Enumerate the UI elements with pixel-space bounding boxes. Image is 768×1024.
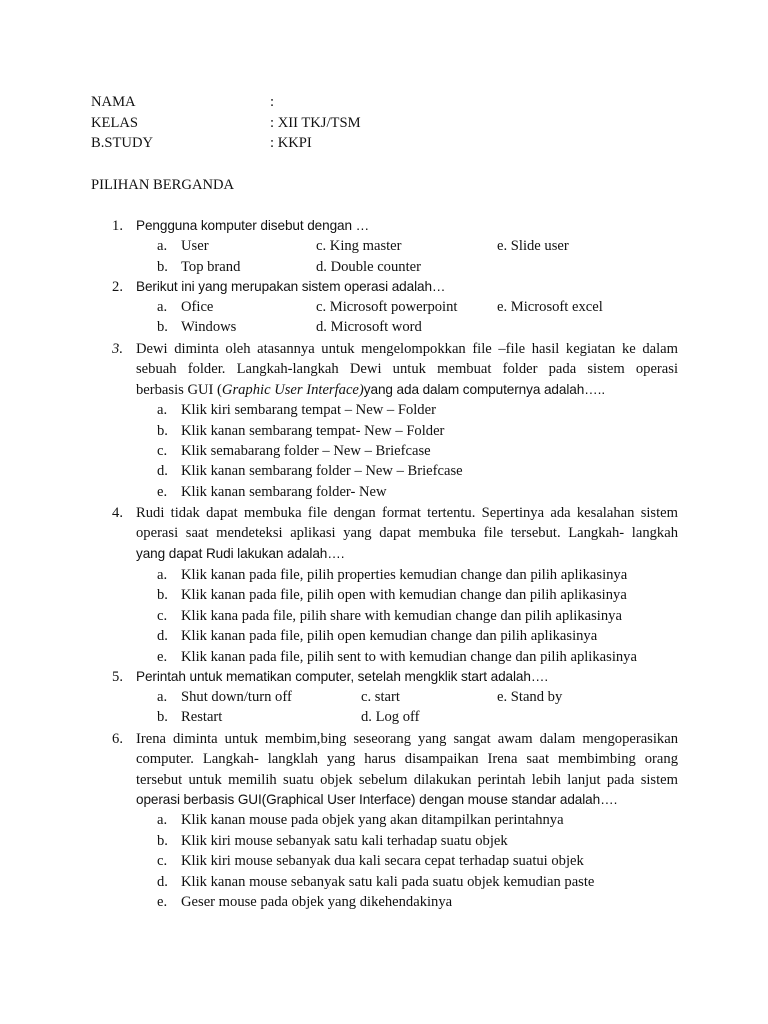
- option-letter: b.: [157, 833, 168, 849]
- question-number: 5.: [112, 669, 123, 685]
- option-text: e. Microsoft excel: [497, 299, 603, 315]
- question-text-line: computer. Langkah- langklah yang harus disampaikan Irena saat membimbing orang: [136, 751, 678, 767]
- option-letter: e.: [157, 894, 168, 910]
- option-text: c. start: [361, 689, 400, 705]
- option-text: Klik semabarang folder – New – Briefcase: [181, 443, 431, 459]
- question-text-line: Irena diminta untuk membim,bing seseorang yang sangat awam dalam mengoperasikan: [136, 731, 678, 747]
- option-text: d. Log off: [361, 709, 420, 725]
- option-text: Top brand: [181, 259, 241, 275]
- question-text-line: yang dapat Rudi lakukan adalah….: [136, 546, 345, 561]
- option-letter: a.: [157, 567, 168, 583]
- question-number: 6.: [112, 731, 123, 747]
- header-value-nama: :: [270, 94, 275, 110]
- option-letter: a.: [157, 402, 168, 418]
- option-text: Geser mouse pada objek yang dikehendakinya: [181, 894, 453, 910]
- option-letter: b.: [157, 709, 168, 725]
- option-text: c. King master: [316, 238, 402, 254]
- option-text: Klik kanan pada file, pilih sent to with kemudian change dan pilih aplikasinya: [181, 649, 637, 665]
- option-text: d. Microsoft word: [316, 319, 422, 335]
- question-text-line: sebuah folder. Langkah-langkah Dewi untuk membuat folder pada sistem operasi: [136, 361, 678, 377]
- option-text: c. Microsoft powerpoint: [316, 299, 458, 315]
- option-text: Klik kanan sembarang folder – New – Briefcase: [181, 463, 463, 479]
- question-text-line: Rudi tidak dapat membuka file dengan format tertentu. Sepertinya ada kesalahan sistem: [136, 505, 678, 521]
- question-number: 1.: [112, 218, 123, 234]
- question-text: Berikut ini yang merupakan sistem operasi adalah…: [136, 279, 446, 294]
- option-letter: c.: [157, 853, 168, 869]
- option-letter: d.: [157, 628, 168, 644]
- option-text: Klik kanan pada file, pilih open with kemudian change dan pilih aplikasinya: [181, 587, 627, 603]
- option-text: Windows: [181, 319, 237, 335]
- question-number: 2.: [112, 279, 123, 295]
- option-text: Ofice: [181, 299, 214, 315]
- option-text: d. Double counter: [316, 259, 421, 275]
- option-letter: a.: [157, 299, 168, 315]
- option-text: Shut down/turn off: [181, 689, 292, 705]
- option-letter: a.: [157, 238, 168, 254]
- question-number: 3.: [112, 341, 123, 357]
- option-letter: c.: [157, 443, 168, 459]
- header-value-study: : KKPI: [270, 135, 312, 151]
- option-text: e. Stand by: [497, 689, 563, 705]
- option-text: Klik kanan sembarang tempat- New – Folder: [181, 423, 445, 439]
- section-title: PILIHAN BERGANDA: [91, 177, 235, 193]
- question-text-line: tersebut untuk memilih suatu objek sebelum dilakukan perintah lebih lanjut pada sistem: [136, 772, 678, 788]
- option-text: Klik kanan sembarang folder- New: [181, 484, 387, 500]
- question-text-line: Dewi diminta oleh atasannya untuk mengelompokkan file –file hasil kegiatan ke dalam: [136, 341, 678, 357]
- option-text: Klik kanan mouse pada objek yang akan ditampilkan perintahnya: [181, 812, 564, 828]
- question-text-line: operasi saat mendeteksi aplikasi yang dapat membuka file tersebut. Langkah- langkah: [136, 525, 678, 541]
- option-text: Klik kiri sembarang tempat – New – Folder: [181, 402, 436, 418]
- option-letter: a.: [157, 689, 168, 705]
- option-letter: b.: [157, 259, 168, 275]
- header-label-kelas: KELAS: [91, 115, 139, 131]
- option-text: Restart: [181, 709, 223, 725]
- option-text: User: [181, 238, 209, 254]
- option-letter: d.: [157, 874, 168, 890]
- header-label-nama: NAMA: [91, 94, 136, 110]
- option-text: Klik kanan pada file, pilih open kemudian change dan pilih aplikasinya: [181, 628, 598, 644]
- option-letter: a.: [157, 812, 168, 828]
- header-value-kelas: : XII TKJ/TSM: [270, 115, 361, 131]
- option-text: Klik kanan mouse sebanyak satu kali pada suatu objek kemudian paste: [181, 874, 595, 890]
- option-letter: b.: [157, 423, 168, 439]
- option-text: Klik kiri mouse sebanyak dua kali secara cepat terhadap suatui objek: [181, 853, 584, 869]
- option-letter: e.: [157, 484, 168, 500]
- option-letter: e.: [157, 649, 168, 665]
- question-number: 4.: [112, 505, 123, 521]
- question-text-line: berbasis GUI (Graphic User Interface)yang ada dalam computernya adalah…..: [136, 382, 606, 398]
- option-text: Klik kana pada file, pilih share with kemudian change dan pilih aplikasinya: [181, 608, 622, 624]
- header-label-study: B.STUDY: [91, 135, 154, 151]
- option-text: Klik kanan pada file, pilih properties kemudian change dan pilih aplikasinya: [181, 567, 628, 583]
- option-letter: b.: [157, 587, 168, 603]
- option-letter: c.: [157, 608, 168, 624]
- question-text-line: operasi berbasis GUI(Graphical User Interface) dengan mouse standar adalah….: [136, 792, 618, 807]
- option-letter: d.: [157, 463, 168, 479]
- question-text: Pengguna komputer disebut dengan …: [136, 218, 370, 233]
- question-text: Perintah untuk mematikan computer, setelah mengklik start adalah….: [136, 669, 548, 684]
- option-text: e. Slide user: [497, 238, 569, 254]
- option-text: Klik kiri mouse sebanyak satu kali terhadap suatu objek: [181, 833, 508, 849]
- option-letter: b.: [157, 319, 168, 335]
